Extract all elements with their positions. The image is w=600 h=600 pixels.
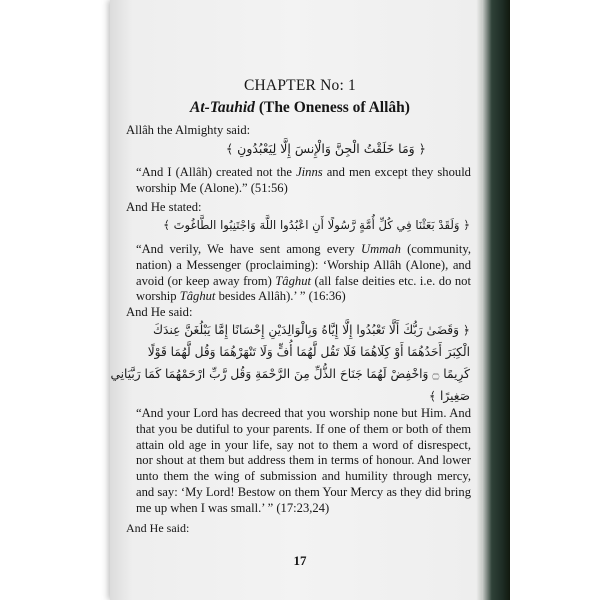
arabic-verse-2: ﴿ وَلَقَدْ بَعَثْنَا فِي كُلِّ أُمَّةٍ رَّسُولًا أَنِ اعْبُدُوا اللَّهَ وَاجْتَنِبُوا الطَّاغُوتَ ﴾ (163, 218, 470, 232)
chapter-title (126, 99, 474, 117)
translation-1 (136, 165, 471, 197)
chapter-title-italic: At-Tauhid (190, 99, 255, 116)
arabic-verse-3-line-3: كَرِيمًا ۝ وَاخْفِضْ لَهُمَا جَنَاحَ الذُّلِّ مِنَ الرَّحْمَةِ وَقُل رَّبِّ ارْحَمْهُمَا كَمَا رَبَّيَانِي (110, 367, 470, 381)
translation-2-part: (community, nation) a Messenger (proclaiming): ‘Worship Allâh (Alone), and avoid (or keep away from) (136, 242, 471, 288)
book-cover-spine (482, 0, 510, 600)
intro-line-3: And He said: (126, 305, 193, 319)
translation-2-italic: Tâghut (179, 289, 216, 304)
page-number: 17 (293, 553, 307, 568)
translation-2-part: (all false deities etc. i.e. do not worship (136, 273, 471, 304)
translation-2-part: “And verily, We have sent among every (136, 242, 361, 256)
arabic-verse-3-line-4: صَغِيرًا ﴾ (428, 389, 470, 403)
arabic-verse-3-line-1: ﴿ وَقَضَىٰ رَبُّكَ أَلَّا تَعْبُدُوا إِلَّا إِيَّاهُ وَبِالْوَالِدَيْنِ إِحْسَانًا إِمَّا يَبْلُغَنَّ عِندَكَ (153, 323, 470, 337)
intro-line-1: Allâh the Almighty said: (126, 123, 251, 137)
translation-2-part: besides Allâh).’ ” (16:36) (215, 289, 346, 304)
translation-3: “And your Lord has decreed that you worship none but Him. And that you be dutiful to your parents. If one of them or both of them attain old age in your life, say not to them a word of disrespect, nor shout at them but address them in terms of honour. And lower unto them the wing of submission and humility through mercy, and say: ‘My Lord! Bestow on them Your Mercy as they did bring me up when I was small.’ ” (17:23,24) (136, 406, 471, 515)
translation-2 (136, 242, 471, 305)
intro-line-4: And He said: (126, 521, 190, 535)
translation-2-italic: Ummah (361, 242, 401, 256)
book (110, 0, 510, 600)
chapter-heading: CHAPTER No: 1 (244, 77, 356, 94)
translation-1-italic: Jinns (296, 165, 323, 179)
arabic-verse-3-line-2: الْكِبَرَ أَحَدُهُمَا أَوْ كِلَاهُمَا فَلَا تَقُل لَّهُمَا أُفٍّ وَلَا تَنْهَرْهُمَا وَقُل لَّهُمَا قَوْلًا (147, 345, 470, 359)
intro-line-2: And He stated: (126, 200, 202, 214)
translation-1-part: “And I (Allâh) created not the (136, 165, 297, 179)
arabic-verse-1: ﴿ وَمَا خَلَقْتُ الْجِنَّ وَالْإِنسَ إِلَّا لِيَعْبُدُونِ ﴾ (225, 141, 426, 156)
translation-1-part: and men except they should worship Me (Alone).” (51:56) (136, 165, 471, 195)
translation-2-italic: Tâghut (275, 273, 311, 288)
book-page (110, 0, 482, 600)
chapter-title-rest: (The Oneness of Allâh) (254, 99, 410, 116)
